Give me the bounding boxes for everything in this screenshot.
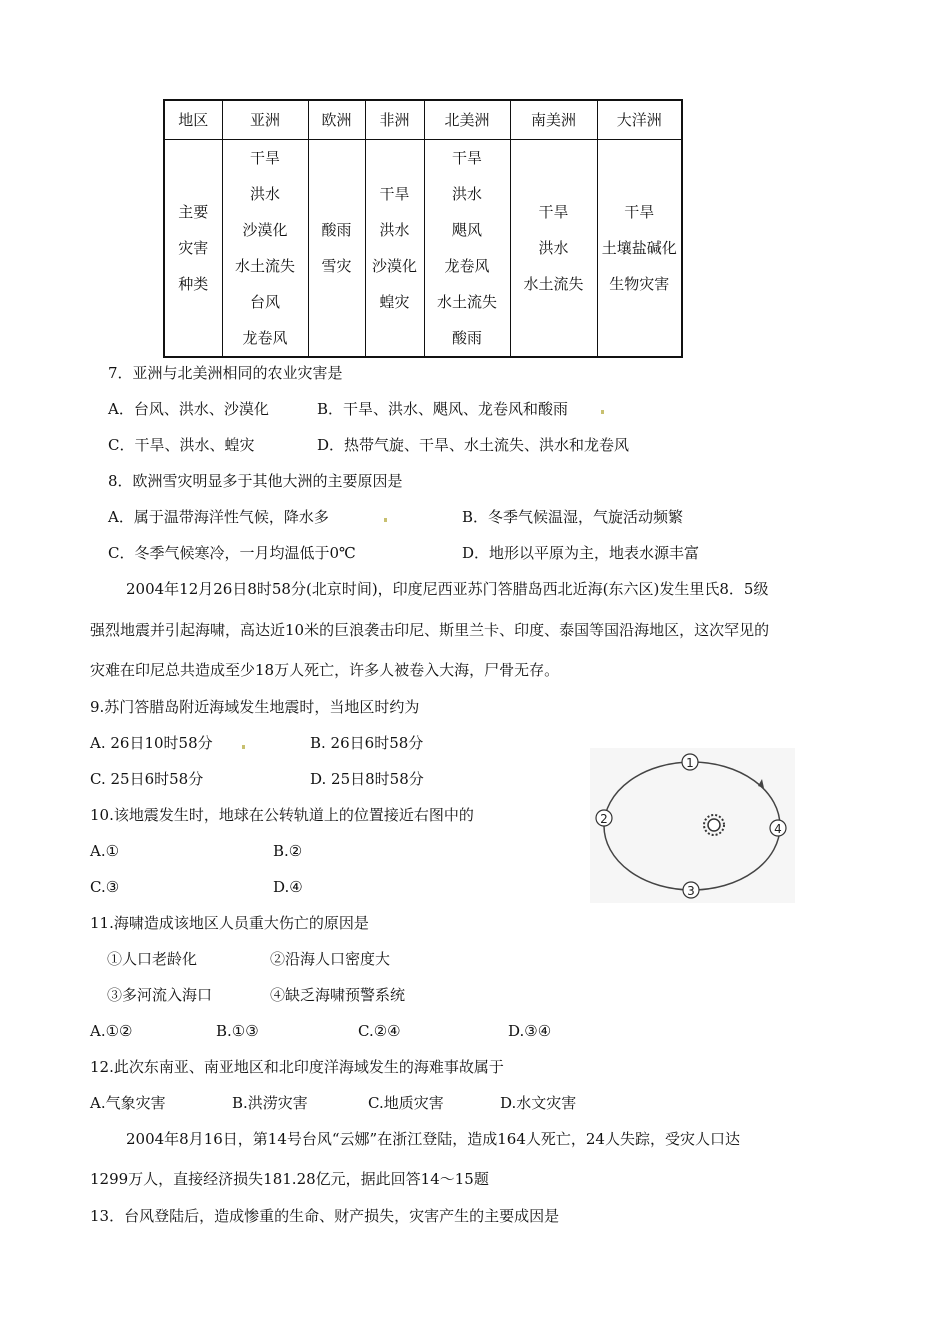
table-header-cell: 非洲 <box>365 100 424 140</box>
position-1-marker <box>682 754 698 770</box>
cell-line: 洪水 <box>538 239 569 257</box>
q8-option-d: D．地形以平原为主，地表水源丰富 <box>462 544 700 562</box>
position-4-marker <box>770 820 786 836</box>
table-cell-north-america <box>424 140 510 358</box>
q7-option-a: A．台风、洪水、沙漠化 <box>108 400 269 418</box>
q12-option-d: D.水文灾害 <box>500 1094 577 1112</box>
q12-option-b: B.洪涝灾害 <box>232 1094 308 1112</box>
svg-text:2: 2 <box>600 812 608 826</box>
cell-line: 干旱 <box>538 203 569 221</box>
cell-line: 飓风 <box>451 221 482 239</box>
q13-stem: 13．台风登陆后，造成惨重的生命、财产损失，灾害产生的主要成因是 <box>90 1207 560 1225</box>
cell-line: 水土流失 <box>523 275 584 293</box>
cell-line: 干旱 <box>624 203 655 221</box>
cell-line: 沙漠化 <box>371 257 417 275</box>
cell-line: 酸雨 <box>451 329 482 347</box>
cell-line: 种类 <box>178 275 209 293</box>
cell-line: 龙卷风 <box>444 257 490 275</box>
cell-line: 土壤盐碱化 <box>601 239 677 257</box>
q7-stem: 7．亚洲与北美洲相同的农业灾害是 <box>108 364 343 382</box>
passage2-line2: 1299万人，直接经济损失181.28亿元，据此回答14～15题 <box>90 1170 489 1188</box>
table-cell-asia <box>222 140 308 358</box>
q9-stem: 9.苏门答腊岛附近海域发生地震时，当地区时约为 <box>90 698 420 716</box>
q8-option-b: B．冬季气候温湿，气旋活动频繁 <box>462 508 684 526</box>
speck-mark <box>384 518 387 522</box>
cell-line: 雪灾 <box>321 257 352 275</box>
q10-option-d: D.④ <box>273 878 303 896</box>
q8-option-c: C．冬季气候寒冷，一月均温低于0℃ <box>108 544 356 562</box>
q11-option-b: B.①③ <box>216 1022 259 1040</box>
table-header-cell: 欧洲 <box>308 100 365 140</box>
cell-line: 洪水 <box>249 185 280 203</box>
cell-line: 台风 <box>249 293 280 311</box>
svg-text:3: 3 <box>687 884 695 898</box>
q7-option-b: B．干旱、洪水、飓风、龙卷风和酸雨 <box>317 400 569 418</box>
cell-line: 主要 <box>178 203 209 221</box>
q10-stem: 10.该地震发生时，地球在公转轨道上的位置接近右图中的 <box>90 806 474 824</box>
cell-line: 水土流失 <box>234 257 295 275</box>
position-3-marker <box>683 882 699 898</box>
q9-option-a: A. 26日10时58分 <box>90 734 213 752</box>
q12-option-c: C.地质灾害 <box>368 1094 444 1112</box>
q12-stem: 12.此次东南亚、南亚地区和北印度洋海域发生的海难事故属于 <box>90 1058 504 1076</box>
table-header-row <box>164 100 682 140</box>
speck-mark <box>601 410 604 414</box>
table-header-cell: 亚洲 <box>222 100 308 140</box>
q10-option-a: A.① <box>90 842 120 860</box>
cell-line: 洪水 <box>451 185 482 203</box>
passage1-line2: 强烈地震并引起海啸，高达近10米的巨浪袭击印尼、斯里兰卡、印度、泰国等国沿海地区，这次罕见的 <box>90 621 770 639</box>
svg-text:1: 1 <box>686 756 694 770</box>
table-header-cell: 地区 <box>164 100 222 140</box>
cell-line: 干旱 <box>249 149 280 167</box>
q9-option-d: D. 25日8时58分 <box>310 770 424 788</box>
q11-option-d: D.③④ <box>508 1022 552 1040</box>
q8-stem: 8．欧洲雪灾明显多于其他大洲的主要原因是 <box>108 472 403 490</box>
passage2-line1: 2004年8月16日，第14号台风“云娜”在浙江登陆，造成164人死亡，24人失踪，受灾人口达 <box>126 1130 740 1148</box>
table-header-cell: 大洋洲 <box>597 100 682 140</box>
figure-background <box>590 748 795 903</box>
q7-option-c: C．干旱、洪水、蝗灾 <box>108 436 255 454</box>
table-header-cell: 南美洲 <box>510 100 597 140</box>
cell-line: 酸雨 <box>321 221 352 239</box>
cell-line: 沙漠化 <box>242 221 288 239</box>
q10-option-c: C.③ <box>90 878 120 896</box>
passage1-line1: 2004年12月26日8时58分(北京时间)，印度尼西亚苏门答腊岛西北近海(东六区)发生里氏8．5级 <box>126 580 769 598</box>
cell-line: 灾害 <box>178 239 209 257</box>
table-row <box>164 140 682 358</box>
row-label-cell <box>164 140 222 358</box>
q11-option-a: A.①② <box>90 1022 133 1040</box>
table-cell-south-america <box>510 140 597 358</box>
q10-option-b: B.② <box>273 842 303 860</box>
q7-option-d: D．热带气旋、干旱、水土流失、洪水和龙卷风 <box>317 436 630 454</box>
table-cell-europe <box>308 140 365 358</box>
q11-statement-2: ②沿海人口密度大 <box>270 950 391 968</box>
cell-line: 生物灾害 <box>609 275 670 293</box>
q9-option-c: C. 25日6时58分 <box>90 770 204 788</box>
svg-text:4: 4 <box>774 822 782 836</box>
q12-option-a: A.气象灾害 <box>90 1094 166 1112</box>
q9-option-b: B. 26日6时58分 <box>310 734 424 752</box>
cell-line: 干旱 <box>379 185 410 203</box>
cell-line: 蝗灾 <box>379 293 410 311</box>
cell-line: 龙卷风 <box>242 329 288 347</box>
q11-stem: 11.海啸造成该地区人员重大伤亡的原因是 <box>90 914 369 932</box>
table-cell-africa <box>365 140 424 358</box>
q11-option-c: C.②④ <box>358 1022 401 1040</box>
speck-mark <box>242 745 245 749</box>
earth-orbit-figure <box>590 748 795 903</box>
q11-statement-3: ③多河流入海口 <box>107 986 213 1004</box>
cell-line: 洪水 <box>379 221 410 239</box>
disaster-table <box>163 99 683 358</box>
position-2-marker <box>596 810 612 826</box>
q11-statement-4: ④缺乏海啸预警系统 <box>270 986 406 1004</box>
q11-statement-1: ①人口老龄化 <box>107 950 198 968</box>
cell-line: 水土流失 <box>436 293 497 311</box>
table-header-cell: 北美洲 <box>424 100 510 140</box>
passage1-line3: 灾难在印尼总共造成至少18万人死亡，许多人被卷入大海，尸骨无存。 <box>90 661 560 679</box>
q8-option-a: A．属于温带海洋性气候，降水多 <box>108 508 329 526</box>
cell-line: 干旱 <box>451 149 482 167</box>
table-cell-oceania <box>597 140 682 358</box>
